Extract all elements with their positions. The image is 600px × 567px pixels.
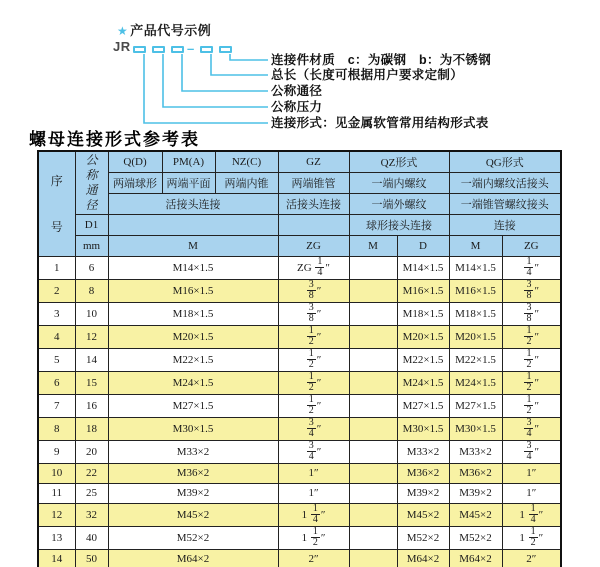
fraction: $\frac{3}{8}$	[526, 279, 532, 301]
cell-seq: 2	[38, 279, 75, 302]
cell-qz-d: M30×1.5	[397, 417, 449, 440]
header-row-3	[38, 193, 561, 214]
table-row	[38, 394, 561, 417]
cell-dn: 16	[75, 394, 108, 417]
cell-qg-zg: $\frac{1}{2}$ ″	[502, 371, 561, 394]
fraction: $\frac{3}{8}$	[526, 302, 532, 324]
header-m: M	[108, 235, 278, 256]
cell-m: M16×1.5	[108, 279, 278, 302]
header-row-2	[38, 172, 561, 193]
cell-dn: 15	[75, 371, 108, 394]
cell-dn: 12	[75, 325, 108, 348]
cell-qz-m	[349, 440, 397, 463]
cell-gz-zg: ZG $\frac{1}{4}$ ″	[278, 256, 349, 279]
cell-qg-zg: $\frac{3}{8}$ ″	[502, 279, 561, 302]
fraction: $\frac{3}{4}$	[526, 440, 532, 462]
table-row	[38, 440, 561, 463]
cell-qz-d: M20×1.5	[397, 325, 449, 348]
fraction: $\frac{1}{2}$	[526, 325, 532, 347]
table-row	[38, 503, 561, 526]
cell-qz-d: M24×1.5	[397, 371, 449, 394]
cell-dn: 18	[75, 417, 108, 440]
cell-seq: 11	[38, 483, 75, 503]
star-icon: ★	[117, 24, 129, 38]
header-qz-conn: 一端外螺纹	[349, 193, 449, 214]
fraction: $\frac{1}{4}$	[526, 256, 532, 278]
cell-dn: 10	[75, 302, 108, 325]
cell-qg-zg: $\frac{3}{8}$ ″	[502, 302, 561, 325]
header-dn-label: 公称通径	[85, 152, 98, 212]
fraction: $\frac{1}{2}$	[526, 371, 532, 393]
fraction: $\frac{1}{4}$	[317, 256, 323, 278]
diagram-label-nominal-pressure: 公称压力	[271, 100, 323, 114]
table-row	[38, 371, 561, 394]
cell-qg-zg: $\frac{1}{2}$ ″	[502, 348, 561, 371]
header-qz-d: D	[397, 235, 449, 256]
cell-qz-d: M45×2	[397, 503, 449, 526]
cell-qg-m: M27×1.5	[449, 394, 502, 417]
cell-m: M36×2	[108, 463, 278, 483]
cell-dn: 20	[75, 440, 108, 463]
cell-m: M64×2	[108, 549, 278, 567]
cell-qg-zg: 1 $\frac{1}{4}$ ″	[502, 503, 561, 526]
table-row	[38, 256, 561, 279]
cell-dn: 40	[75, 526, 108, 549]
cell-gz-zg: 1 $\frac{1}{2}$ ″	[278, 526, 349, 549]
cell-qz-m	[349, 503, 397, 526]
header-qg-zg: ZG	[502, 235, 561, 256]
fraction: $\frac{1}{2}$	[308, 325, 314, 347]
cell-qz-m	[349, 549, 397, 567]
cell-qg-zg: $\frac{1}{2}$ ″	[502, 325, 561, 348]
cell-qz-m	[349, 463, 397, 483]
fraction: $\frac{1}{2}$	[526, 348, 532, 370]
fraction: $\frac{3}{4}$	[308, 417, 314, 439]
cell-seq: 14	[38, 549, 75, 567]
header-qz-conn2: 球形接头连接	[349, 214, 449, 235]
header-row-1	[38, 151, 561, 172]
cell-qg-m: M16×1.5	[449, 279, 502, 302]
nut-connection-reference-table	[37, 150, 562, 567]
cell-qz-m	[349, 526, 397, 549]
header-seq-label: 序号	[50, 173, 63, 234]
cell-gz-zg: $\frac{3}{8}$ ″	[278, 302, 349, 325]
cell-m: M14×1.5	[108, 256, 278, 279]
cell-m: M52×2	[108, 526, 278, 549]
cell-m: M18×1.5	[108, 302, 278, 325]
cell-qg-zg: 1 $\frac{1}{2}$ ″	[502, 526, 561, 549]
cell-seq: 13	[38, 526, 75, 549]
cell-m: M45×2	[108, 503, 278, 526]
header-seq	[38, 151, 75, 256]
cell-qz-d: M14×1.5	[397, 256, 449, 279]
cell-qz-d: M39×2	[397, 483, 449, 503]
cell-gz-zg: $\frac{3}{4}$ ″	[278, 440, 349, 463]
cell-gz-zg: $\frac{1}{2}$ ″	[278, 371, 349, 394]
header-qg-conn: 一端锥管螺纹接头	[449, 193, 561, 214]
fraction: $\frac{1}{4}$	[530, 503, 536, 525]
cell-seq: 7	[38, 394, 75, 417]
table-row	[38, 325, 561, 348]
fraction: $\frac{3}{8}$	[308, 302, 314, 324]
header-gz-sub: 两端锥管	[278, 172, 349, 193]
cell-qg-m: M39×2	[449, 483, 502, 503]
fraction: $\frac{1}{2}$	[308, 371, 314, 393]
header-nz: NZ(C)	[215, 151, 278, 172]
cell-gz-zg: $\frac{1}{2}$ ″	[278, 394, 349, 417]
cell-qg-m: M33×2	[449, 440, 502, 463]
cell-qg-m: M24×1.5	[449, 371, 502, 394]
header-qpmnz-conn: 活接头连接	[108, 193, 278, 214]
cell-qg-m: M22×1.5	[449, 348, 502, 371]
cell-m: M24×1.5	[108, 371, 278, 394]
table-row	[38, 526, 561, 549]
cell-dn: 25	[75, 483, 108, 503]
header-mm: mm	[75, 235, 108, 256]
cell-dn: 22	[75, 463, 108, 483]
cell-dn: 8	[75, 279, 108, 302]
fraction: $\frac{1}{2}$	[530, 526, 536, 548]
cell-gz-zg: $\frac{1}{2}$ ″	[278, 325, 349, 348]
header-qg-sub: 一端内螺纹活接头	[449, 172, 561, 193]
header-gz-zg: ZG	[278, 235, 349, 256]
cell-qz-d: M22×1.5	[397, 348, 449, 371]
cell-dn: 32	[75, 503, 108, 526]
cell-qg-m: M64×2	[449, 549, 502, 567]
cell-qg-zg: 1″	[502, 483, 561, 503]
cell-qz-m	[349, 302, 397, 325]
cell-dn: 14	[75, 348, 108, 371]
cell-seq: 12	[38, 503, 75, 526]
header-empty-gz	[278, 214, 349, 235]
table-row	[38, 417, 561, 440]
table-row	[38, 348, 561, 371]
cell-gz-zg: 1 $\frac{1}{4}$ ″	[278, 503, 349, 526]
header-pm-sub: 两端平面	[162, 172, 215, 193]
fraction: $\frac{3}{4}$	[308, 440, 314, 462]
cell-qg-zg: $\frac{3}{4}$ ″	[502, 440, 561, 463]
cell-qg-m: M20×1.5	[449, 325, 502, 348]
fraction: $\frac{1}{4}$	[312, 503, 318, 525]
cell-qz-m	[349, 371, 397, 394]
cell-qz-m	[349, 279, 397, 302]
table-row	[38, 302, 561, 325]
fraction: $\frac{3}{8}$	[308, 279, 314, 301]
cell-m: M33×2	[108, 440, 278, 463]
cell-qg-zg: 1″	[502, 463, 561, 483]
cell-qg-zg: $\frac{1}{4}$ ″	[502, 256, 561, 279]
cell-qg-m: M52×2	[449, 526, 502, 549]
cell-qz-m	[349, 348, 397, 371]
cell-seq: 8	[38, 417, 75, 440]
table-row	[38, 549, 561, 567]
diagram-label-material: 连接件材质 c：为碳钢 b：为不锈钢	[271, 53, 491, 67]
header-gz-conn: 活接头连接	[278, 193, 349, 214]
cell-qz-m	[349, 483, 397, 503]
product-code-prefix: JR	[113, 39, 131, 54]
cell-seq: 9	[38, 440, 75, 463]
header-qg-m: M	[449, 235, 502, 256]
diagram-title-text: 产品代号示例	[130, 23, 212, 38]
cell-gz-zg: 1″	[278, 483, 349, 503]
header-q: Q(D)	[108, 151, 162, 172]
cell-m: M22×1.5	[108, 348, 278, 371]
cell-gz-zg: $\frac{1}{2}$ ″	[278, 348, 349, 371]
fraction: $\frac{1}{2}$	[312, 526, 318, 548]
table-row	[38, 463, 561, 483]
cell-qg-m: M36×2	[449, 463, 502, 483]
cell-m: M30×1.5	[108, 417, 278, 440]
cell-seq: 6	[38, 371, 75, 394]
table-body	[38, 256, 561, 567]
cell-qg-m: M18×1.5	[449, 302, 502, 325]
cell-dn: 50	[75, 549, 108, 567]
diagram-label-total-length: 总长（长度可根据用户要求定制）	[271, 68, 464, 82]
cell-qz-d: M33×2	[397, 440, 449, 463]
cell-m: M39×2	[108, 483, 278, 503]
cell-seq: 4	[38, 325, 75, 348]
cell-qz-d: M16×1.5	[397, 279, 449, 302]
cell-qz-d: M18×1.5	[397, 302, 449, 325]
diagram-label-connection-form: 连接形式：见金属软管常用结构形式表	[271, 116, 489, 130]
table-title: 螺母连接形式参考表	[29, 130, 200, 149]
cell-qz-m	[349, 256, 397, 279]
cell-qz-m	[349, 417, 397, 440]
cell-qg-zg: $\frac{1}{2}$ ″	[502, 394, 561, 417]
cell-gz-zg: 2″	[278, 549, 349, 567]
table-row	[38, 279, 561, 302]
header-row-5	[38, 235, 561, 256]
header-qg-conn2: 连接	[449, 214, 561, 235]
cell-qz-d: M27×1.5	[397, 394, 449, 417]
header-row-4	[38, 214, 561, 235]
header-qz-m: M	[349, 235, 397, 256]
cell-qz-m	[349, 394, 397, 417]
table-row	[38, 483, 561, 503]
header-pm: PM(A)	[162, 151, 215, 172]
cell-seq: 1	[38, 256, 75, 279]
fraction: $\frac{3}{4}$	[526, 417, 532, 439]
fraction: $\frac{1}{2}$	[526, 394, 532, 416]
header-empty-qpmnz	[108, 214, 278, 235]
cell-qg-zg: 2″	[502, 549, 561, 567]
header-q-sub: 两端球形	[108, 172, 162, 193]
cell-qz-d: M36×2	[397, 463, 449, 483]
code-dash: –	[187, 41, 195, 56]
header-nz-sub: 两端内锥	[215, 172, 278, 193]
cell-qz-m	[349, 325, 397, 348]
cell-seq: 10	[38, 463, 75, 483]
cell-qg-m: M30×1.5	[449, 417, 502, 440]
header-dn	[75, 151, 108, 214]
fraction: $\frac{1}{2}$	[308, 394, 314, 416]
cell-m: M20×1.5	[108, 325, 278, 348]
cell-m: M27×1.5	[108, 394, 278, 417]
cell-gz-zg: 1″	[278, 463, 349, 483]
cell-gz-zg: $\frac{3}{4}$ ″	[278, 417, 349, 440]
header-qz-sub: 一端内螺纹	[349, 172, 449, 193]
cell-seq: 5	[38, 348, 75, 371]
table-header	[38, 151, 561, 256]
connector-lines	[0, 0, 300, 135]
header-gz: GZ	[278, 151, 349, 172]
fraction: $\frac{1}{2}$	[308, 348, 314, 370]
cell-qz-d: M52×2	[397, 526, 449, 549]
header-qg: QG形式	[449, 151, 561, 172]
cell-qg-m: M45×2	[449, 503, 502, 526]
cell-qg-m: M14×1.5	[449, 256, 502, 279]
cell-qz-d: M64×2	[397, 549, 449, 567]
cell-seq: 3	[38, 302, 75, 325]
cell-qg-zg: $\frac{3}{4}$ ″	[502, 417, 561, 440]
cell-dn: 6	[75, 256, 108, 279]
header-qz: QZ形式	[349, 151, 449, 172]
cell-gz-zg: $\frac{3}{8}$ ″	[278, 279, 349, 302]
diagram-label-nominal-diameter: 公称通径	[271, 84, 323, 98]
header-d1: D1	[75, 214, 108, 235]
